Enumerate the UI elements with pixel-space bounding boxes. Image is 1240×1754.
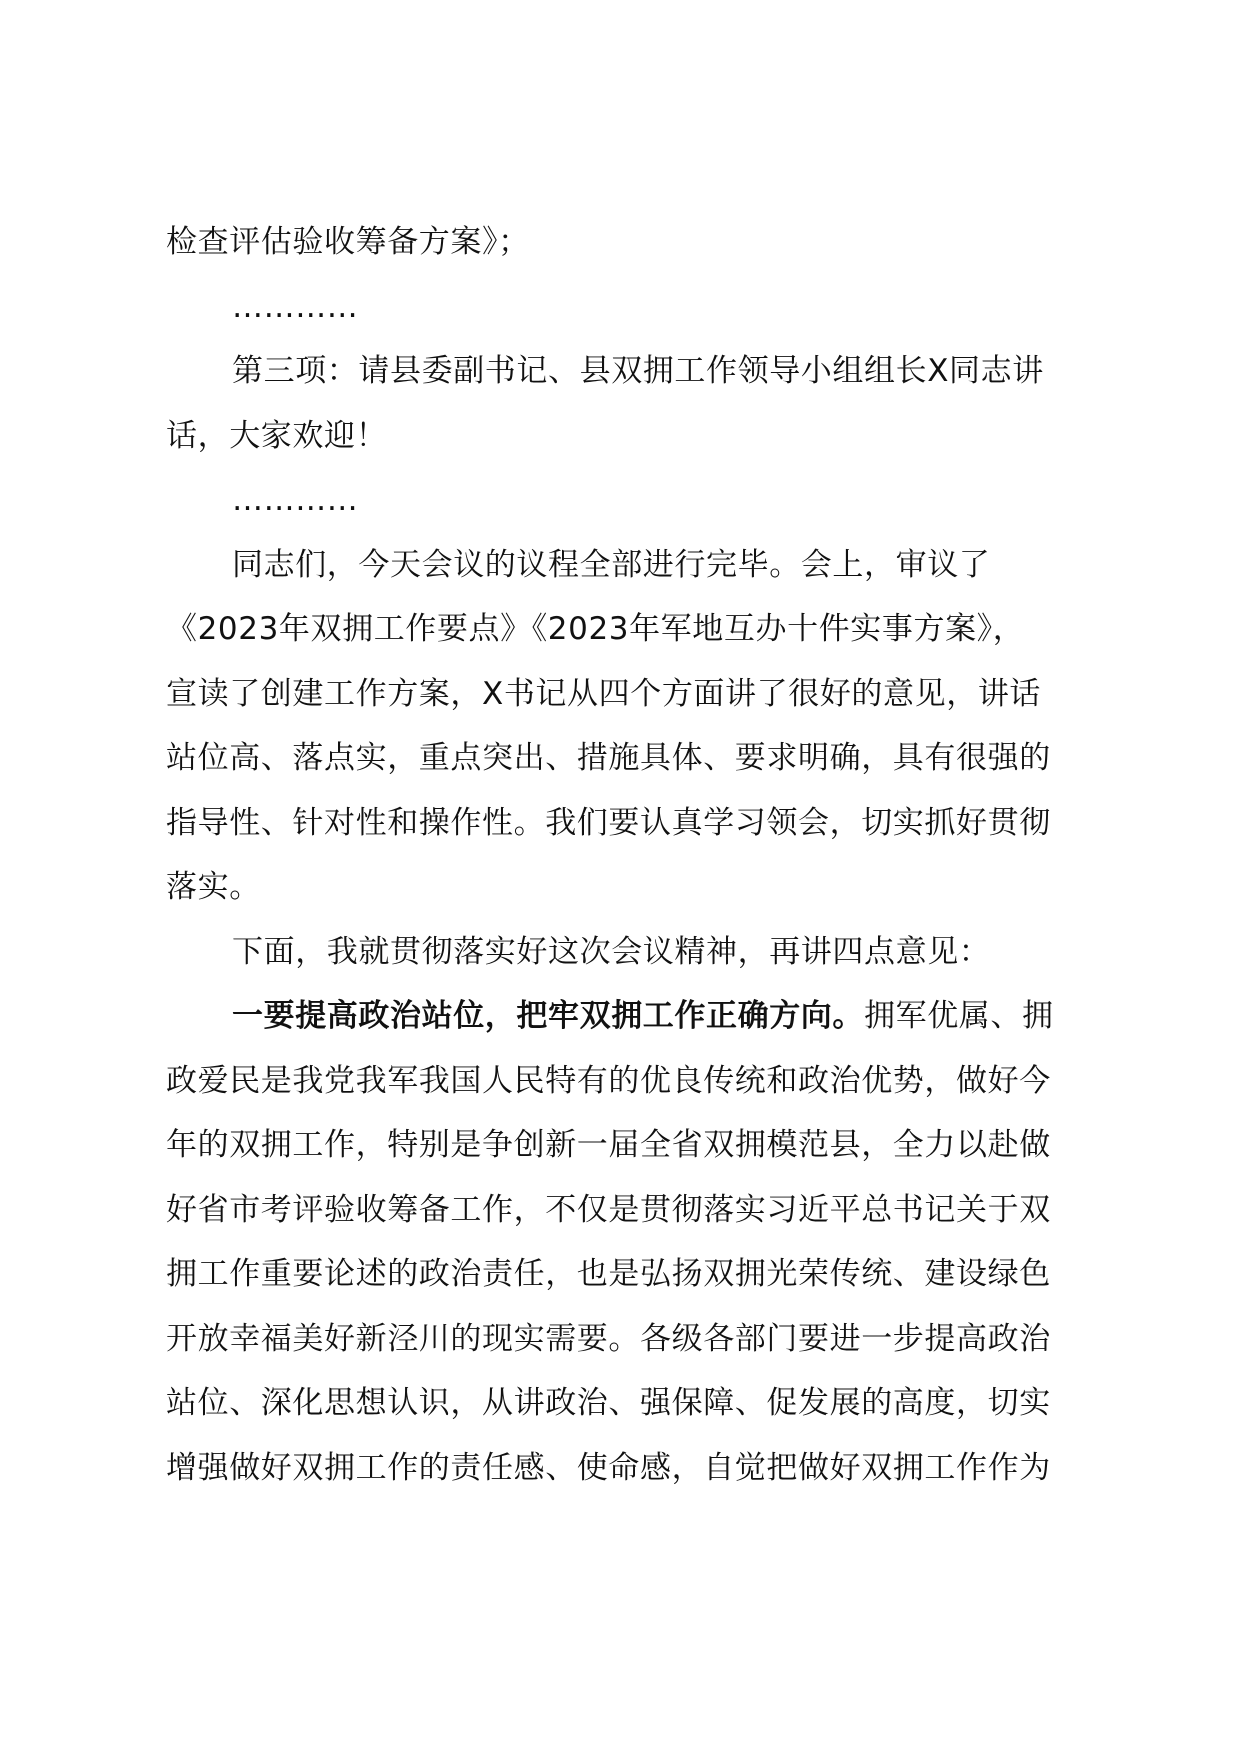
text-line: 开放幸福美好新泾川的现实需要。各级各部门要进一步提高政治 [166,1320,1051,1357]
text-line: 年的双拥工作，特别是争创新一届全省双拥模范县，全力以赴做 [166,1127,1051,1163]
text-line: 好省市考评验收筹备工作，不仅是贯彻落实习近平总书记关于双 [166,1191,1051,1228]
ellipsis-line: ………… [232,482,359,518]
text-line: 政爱民是我党我军我国人民特有的优良传统和政治优势，做好今 [166,1062,1051,1099]
text-line: 站位高、落点实，重点突出、措施具体、要求明确，具有很强的 [166,740,1051,776]
text-line: 同志们，今天会议的议程全部进行完毕。会上，审议了 [232,546,991,583]
text-line: 下面，我就贯彻落实好这次会议精神，再讲四点意见： [232,933,991,970]
ellipsis-line: ………… [232,288,359,325]
text-line: 《2023年双拥工作要点》《2023年军地互办十件实事方案》， [166,611,1025,647]
text-line: 检查评估验收筹备方案》； [166,224,530,260]
heading-followup-text: 拥军优属、拥 [864,998,1054,1034]
document-body [166,210,1094,1500]
text-line: 宣读了创建工作方案，X书记从四个方面讲了很好的意见，讲话 [166,675,1042,712]
text-line: 落实。 [166,869,261,905]
text-line: 第三项：请县委副书记、县双拥工作领导小组组长X同志讲 [232,353,1044,389]
bold-heading: 一要提高政治站位，把牢双拥工作正确方向。 [232,998,864,1034]
text-line: 拥工作重要论述的政治责任，也是弘扬双拥光荣传统、建设绿色 [166,1256,1051,1292]
text-line: 指导性、针对性和操作性。我们要认真学习领会，切实抓好贯彻 [166,804,1051,841]
text-line-with-heading [166,984,1094,1049]
text-line: 话，大家欢迎！ [166,417,388,454]
text-line: 增强做好双拥工作的责任感、使命感，自觉把做好双拥工作作为 [166,1449,1051,1486]
text-line: 站位、深化思想认识，从讲政治、强保障、促发展的高度，切实 [166,1385,1051,1421]
